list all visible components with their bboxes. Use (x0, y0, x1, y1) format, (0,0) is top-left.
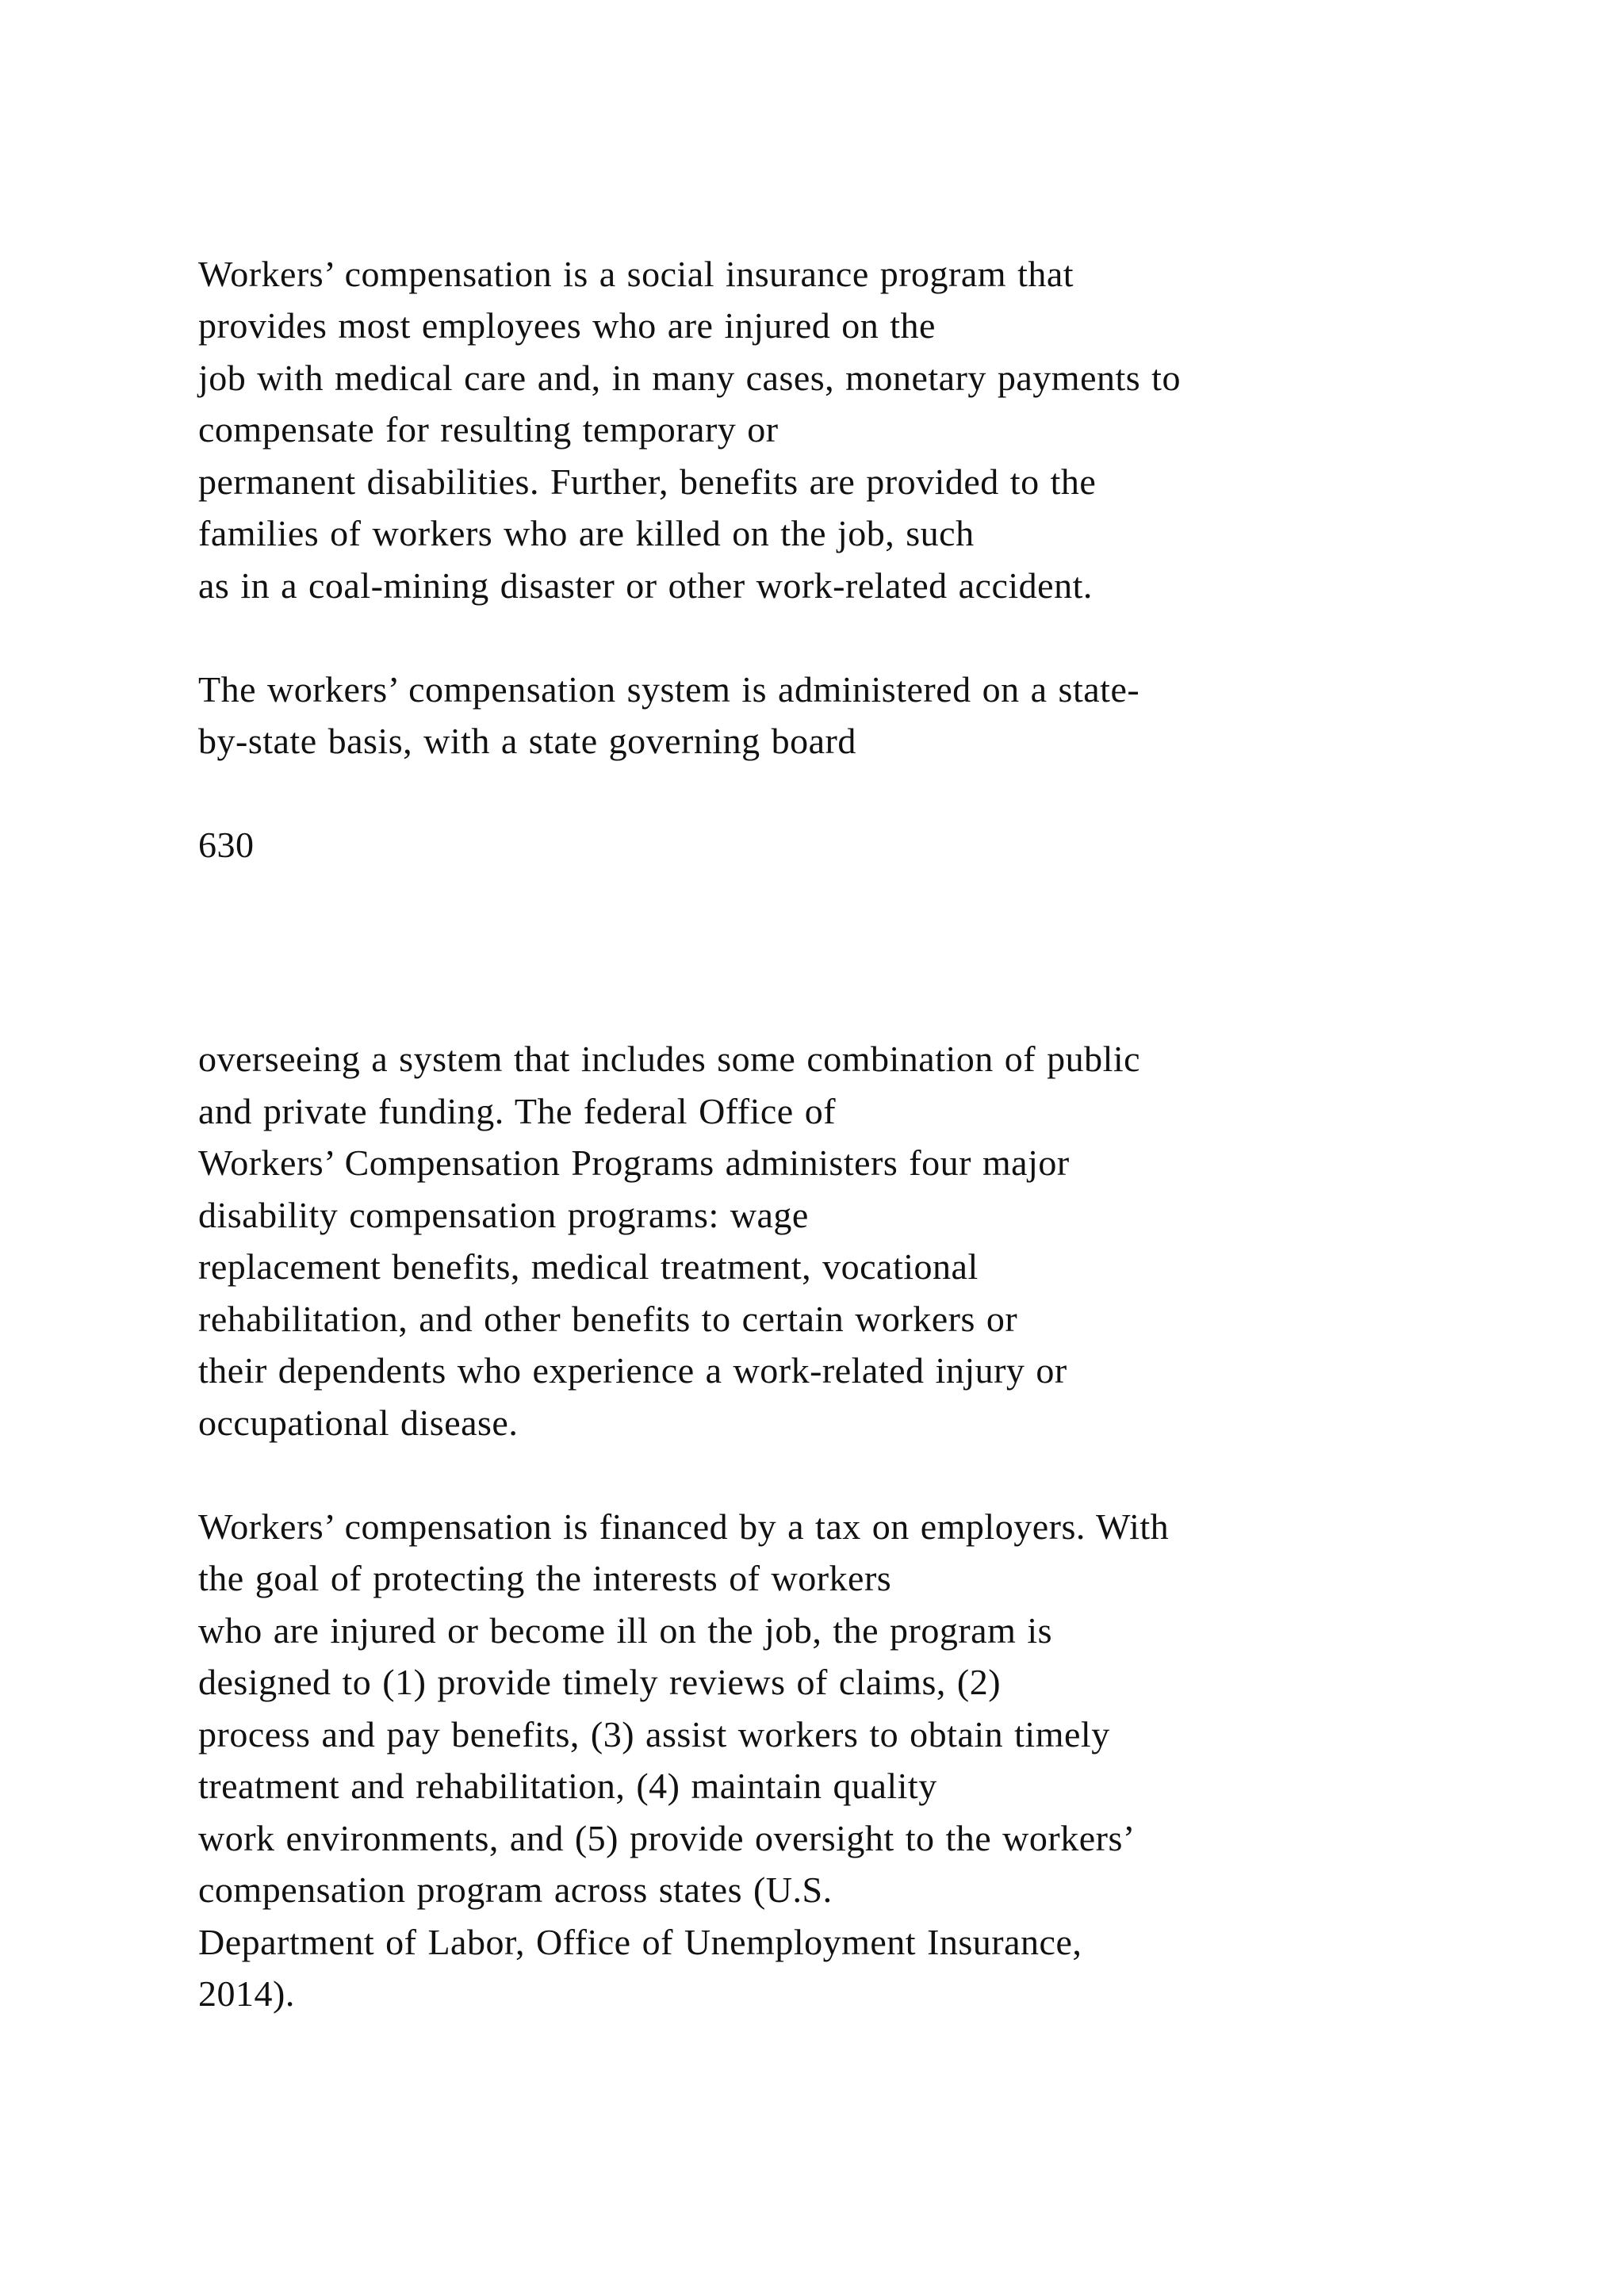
paragraph-3-line-8: occupational disease. (198, 1402, 519, 1443)
paragraph-2-line-1: The workers’ compensation system is administered on a state- (198, 669, 1140, 710)
paragraph-1-line-2: provides most employees who are injured on the (198, 305, 936, 346)
paragraph-4-line-2: the goal of protecting the interests of workers (198, 1558, 892, 1598)
paragraph-3-line-7: their dependents who experience a work-related injury or (198, 1350, 1067, 1391)
paragraph-3-line-3: Workers’ Compensation Programs administers four major (198, 1142, 1070, 1183)
paragraph-1-line-3: job with medical care and, in many cases, monetary payments to (198, 358, 1181, 398)
paragraph-3-line-1: overseeing a system that includes some combination of public (198, 1039, 1141, 1079)
paragraph-4-line-4: designed to (1) provide timely reviews of claims, (2) (198, 1662, 1002, 1702)
page-number: 630 (198, 825, 255, 865)
paragraph-4-line-5: process and pay benefits, (3) assist workers to obtain timely (198, 1714, 1110, 1755)
paragraph-1-line-4: compensate for resulting temporary or (198, 409, 779, 450)
paragraph-3-line-4: disability compensation programs: wage (198, 1195, 809, 1235)
paragraph-4-line-10: 2014). (198, 1973, 295, 2014)
paragraph-3-line-5: replacement benefits, medical treatment, vocational (198, 1246, 979, 1287)
paragraph-4-line-1: Workers’ compensation is financed by a tax on employers. With (198, 1506, 1170, 1547)
paragraph-1-line-5: permanent disabilities. Further, benefits are provided to the (198, 461, 1097, 502)
paragraph-4-line-6: treatment and rehabilitation, (4) maintain quality (198, 1766, 937, 1806)
paragraph-3-line-6: rehabilitation, and other benefits to certain workers or (198, 1299, 1018, 1339)
paragraph-2-line-2: by-state basis, with a state governing board (198, 721, 856, 761)
paragraph-4-line-3: who are injured or become ill on the job, the program is (198, 1610, 1053, 1651)
paragraph-4-line-7: work environments, and (5) provide oversight to the workers’ (198, 1818, 1136, 1858)
paragraph-1-line-1: Workers’ compensation is a social insurance program that (198, 254, 1074, 294)
paragraph-4-line-9: Department of Labor, Office of Unemployment Insurance, (198, 1922, 1082, 1962)
paragraph-4-line-8: compensation program across states (U.S. (198, 1869, 833, 1910)
paragraph-1-line-7: as in a coal-mining disaster or other work-related accident. (198, 565, 1093, 606)
paragraph-3-line-2: and private funding. The federal Office of (198, 1091, 837, 1131)
paragraph-1-line-6: families of workers who are killed on the job, such (198, 513, 975, 553)
